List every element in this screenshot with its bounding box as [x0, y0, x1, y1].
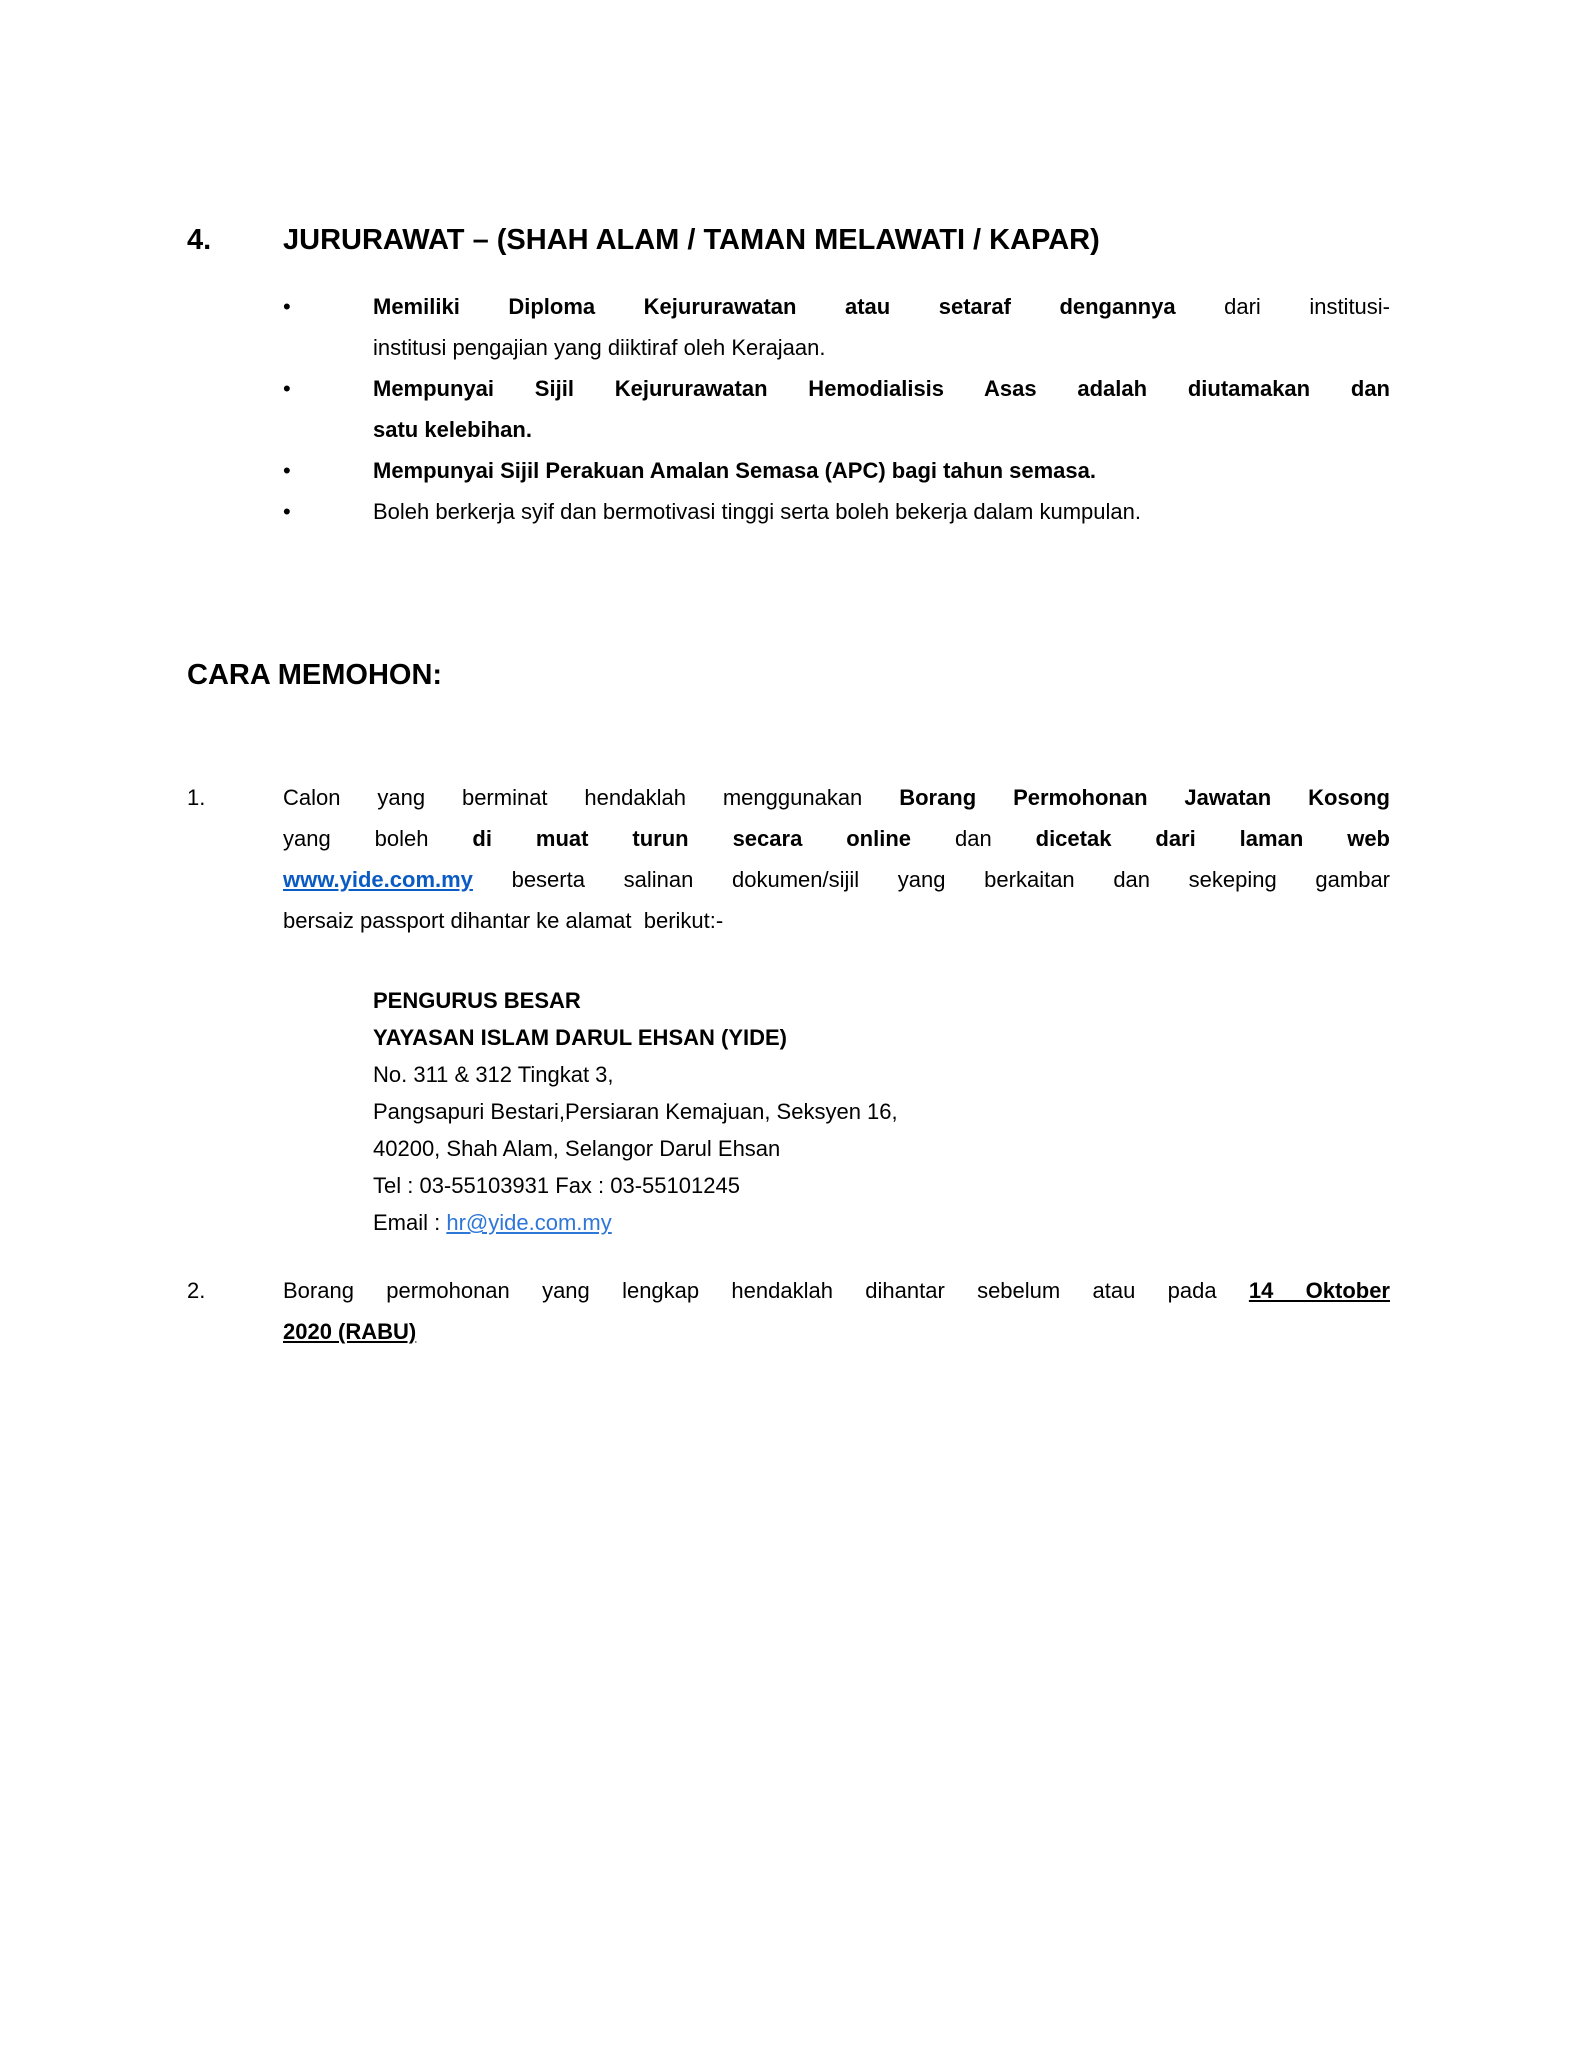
bullet-text [373, 491, 1390, 532]
text-line [283, 900, 1390, 941]
section-heading [187, 222, 1390, 258]
text-run: YAYASAN ISLAM DARUL EHSAN (YIDE) [373, 1025, 788, 1050]
text-run: Pangsapuri Bestari,Persiaran Kemajuan, Seksyen 16, [373, 1099, 898, 1124]
text-run: Borang Permohonan Jawatan Kosong [899, 785, 1390, 810]
text-run: beserta salinan dokumen/sijil yang berkaitan dan sekeping gambar [472, 867, 1390, 892]
apply-step-1 [187, 777, 1390, 941]
text-line [373, 327, 1390, 368]
text-line [373, 1167, 1390, 1204]
step-number: 1. [187, 785, 206, 810]
text-line [373, 1130, 1390, 1167]
bullet-text [373, 286, 1390, 368]
text-run: 2020 (RABU) [283, 1319, 417, 1344]
text-line [373, 450, 1390, 491]
text-run: Calon yang berminat hendaklah menggunakan [283, 785, 900, 810]
bullet-item [283, 286, 1390, 368]
text-run: 40200, Shah Alam, Selangor Darul Ehsan [373, 1136, 781, 1161]
text-run: Mempunyai Sijil Perakuan Amalan Semasa (APC) bagi tahun semasa. [373, 458, 1096, 483]
text-line [373, 1204, 1390, 1241]
text-line [283, 859, 1390, 900]
text-run: dan [911, 826, 1036, 851]
website-link[interactable]: www.yide.com.my [283, 867, 473, 892]
step-number: 2. [187, 1278, 206, 1303]
text-run: Mempunyai Sijil Kejururawatan Hemodialisis Asas adalah diutamakan dan [373, 376, 1390, 401]
document-page [187, 222, 1390, 1352]
bullet-icon: • [283, 458, 291, 483]
text-run: 14 Oktober [1248, 1278, 1390, 1303]
text-line [373, 286, 1390, 327]
text-line [373, 368, 1390, 409]
text-line [373, 1019, 1390, 1056]
text-run: No. 311 & 312 Tingkat 3, [373, 1062, 614, 1087]
text-line [283, 818, 1390, 859]
email-link[interactable]: hr@yide.com.my [446, 1210, 612, 1235]
text-line [373, 409, 1390, 450]
apply-step-2 [187, 1270, 1390, 1352]
text-line [283, 1270, 1390, 1311]
text-run: Tel : 03-55103931 Fax : 03-55101245 [373, 1173, 740, 1198]
text-line [373, 491, 1390, 532]
text-run: Borang permohonan yang lengkap hendaklah dihantar sebelum atau pada [283, 1278, 1249, 1303]
text-line [373, 1093, 1390, 1130]
text-line [283, 777, 1390, 818]
bullet-item [283, 368, 1390, 450]
text-run: institusi pengajian yang diiktiraf oleh Kerajaan. [373, 335, 826, 360]
text-run: dicetak dari laman web [1035, 826, 1390, 851]
text-run: bersaiz passport dihantar ke alamat berikut:- [283, 908, 724, 933]
text-run: Boleh berkerja syif dan bermotivasi tinggi serta boleh bekerja dalam kumpulan. [373, 499, 1141, 524]
text-line [373, 1056, 1390, 1093]
step-text [283, 1270, 1390, 1352]
bullet-icon: • [283, 376, 291, 401]
text-line [283, 1311, 1390, 1352]
text-run: yang boleh [283, 826, 473, 851]
bullet-item [283, 491, 1390, 532]
bullet-text [373, 368, 1390, 450]
bullet-icon: • [283, 499, 291, 524]
text-line [373, 982, 1390, 1019]
bullet-item [283, 450, 1390, 491]
text-run: di muat turun secara online [472, 826, 912, 851]
address-block [373, 982, 1390, 1241]
requirements-list [283, 286, 1390, 532]
text-run: Email : [373, 1210, 447, 1235]
how-to-apply-heading: CARA MEMOHON: [187, 659, 443, 691]
bullet-text [373, 450, 1390, 491]
bullet-icon: • [283, 294, 291, 319]
section-title: JURURAWAT – (SHAH ALAM / TAMAN MELAWATI / KAPAR) [283, 224, 1100, 256]
text-run: dari institusi- [1175, 294, 1391, 319]
text-run: PENGURUS BESAR [373, 988, 581, 1013]
text-run: satu kelebihan. [373, 417, 532, 442]
section-number: 4. [187, 224, 212, 256]
step-text [283, 777, 1390, 941]
text-run: Memiliki Diploma Kejururawatan atau setaraf dengannya [373, 294, 1176, 319]
